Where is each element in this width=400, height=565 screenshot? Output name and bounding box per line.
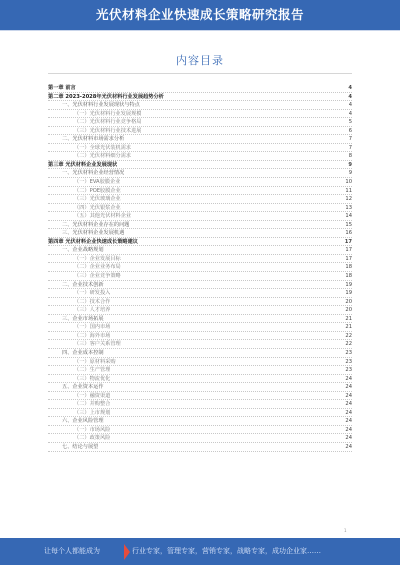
- toc-entry-page: 22: [345, 332, 352, 339]
- toc-entry[interactable]: [48, 315, 352, 324]
- toc-entry-text: 七、结论与展望: [62, 443, 99, 450]
- toc-entry-text: （三）光伏材料行业技术进展: [74, 127, 142, 134]
- toc-entry[interactable]: [48, 272, 352, 281]
- footer-slogan-right: 行业专家，管理专家，营销专家，战略专家，成功企业家……: [132, 547, 321, 555]
- toc-entry[interactable]: [48, 84, 352, 93]
- toc-entry-text: （一）研发投入: [74, 290, 111, 297]
- toc-entry[interactable]: [48, 246, 352, 255]
- toc-entry-page: 19: [345, 281, 352, 288]
- toc-entry-page: 14: [345, 213, 352, 220]
- toc-entry[interactable]: [48, 169, 352, 178]
- toc-entry-page: 20: [345, 307, 352, 314]
- toc-entry-text: 二、光伏材料市场需求分析: [62, 136, 125, 143]
- toc-entry-text: 三、光伏材料企业发展机遇: [62, 230, 125, 237]
- toc-entry[interactable]: [48, 366, 352, 375]
- toc-entry-text: 二、光伏材料企业存在的问题: [62, 221, 130, 228]
- toc-entry-page: 4: [348, 85, 352, 91]
- toc-entry-text: 三、企业市场拓展: [62, 315, 104, 322]
- toc-entry-text: 第一章 前言: [48, 85, 76, 91]
- toc-entry[interactable]: [48, 118, 352, 127]
- toc-entry[interactable]: [48, 229, 352, 238]
- toc-entry[interactable]: [48, 255, 352, 264]
- toc-entry-text: 一、光伏材料行业发展现状与特点: [62, 102, 140, 109]
- toc-entry-text: （一）原材料采购: [74, 358, 116, 365]
- toc-entry-page: 21: [345, 324, 352, 331]
- toc-entry-text: （二）POE胶膜企业: [74, 187, 121, 194]
- toc-entry[interactable]: [48, 375, 352, 384]
- toc-entry-page: 18: [345, 264, 352, 271]
- toc-entry-page: 23: [345, 358, 352, 365]
- toc-entry[interactable]: [48, 358, 352, 367]
- toc-entry-page: 6: [348, 127, 352, 134]
- toc-entry-text: （二）生产管理: [74, 367, 111, 374]
- toc-entry-page: 4: [348, 110, 352, 117]
- toc-entry-text: （三）上市规划: [74, 409, 111, 416]
- toc-entry-text: 二、企业技术创新: [62, 281, 104, 288]
- toc-entry[interactable]: [48, 409, 352, 418]
- toc-entry-text: 第四章 光伏材料企业快速成长策略建议: [48, 238, 138, 245]
- toc-entry-page: 7: [348, 136, 352, 143]
- toc-entry-page: 8: [348, 153, 352, 160]
- toc-entry-text: （一）国内市场: [74, 324, 111, 331]
- toc-entry[interactable]: [48, 187, 352, 196]
- toc-entry-text: （三）企业竞争策略: [74, 273, 121, 280]
- toc-entry[interactable]: [48, 144, 352, 153]
- toc-entry-page: 16: [345, 230, 352, 237]
- toc-entry-text: 六、企业风险管理: [62, 418, 104, 425]
- toc-entry-page: 17: [345, 255, 352, 262]
- toc-entry-text: 一、企业战略规划: [62, 247, 104, 254]
- toc-entry-text: （一）EVA胶膜企业: [74, 179, 121, 186]
- toc-entry-page: 13: [345, 204, 352, 211]
- toc-entry[interactable]: [48, 340, 352, 349]
- toc-entry-page: 12: [345, 196, 352, 203]
- footer-slogan-left: 让每个人都能成为: [44, 547, 100, 555]
- report-title: 光伏材料企业快速成长策略研究报告: [95, 7, 304, 22]
- toc-entry-page: 4: [348, 93, 352, 100]
- toc-entry-text: （一）市场风险: [74, 426, 111, 433]
- toc-entry-page: 9: [348, 170, 352, 177]
- toc-entry-page: 24: [345, 375, 352, 382]
- toc-entry-page: 15: [345, 221, 352, 228]
- toc-title-divider: [48, 73, 352, 74]
- toc-entry[interactable]: [48, 101, 352, 110]
- toc-entry-page: 24: [345, 392, 352, 399]
- toc-entry[interactable]: [48, 332, 352, 341]
- header-rule: [0, 30, 400, 31]
- toc-entry[interactable]: [48, 212, 352, 221]
- toc-entry[interactable]: [48, 383, 352, 392]
- toc-entry-page: 5: [348, 119, 352, 126]
- toc-entry-text: （一）融资渠道: [74, 392, 111, 399]
- toc-entry[interactable]: [48, 289, 352, 298]
- toc-entry-page: 9: [348, 161, 352, 168]
- toc-entry-text: （三）客户关系管理: [74, 341, 121, 348]
- toc-entry-text: （二）技术合作: [74, 298, 111, 305]
- toc-entry-page: 21: [345, 315, 352, 322]
- toc-entry-page: 18: [345, 273, 352, 280]
- footer-arrow-icon: [124, 544, 130, 560]
- toc-entry-page: 10: [345, 179, 352, 186]
- toc-entry-text: 五、企业资本运作: [62, 384, 104, 391]
- toc-entry-page: 24: [345, 409, 352, 416]
- toc-entry-text: （二）光伏材料行业竞争格局: [74, 119, 142, 126]
- toc-entry-text: 四、企业成本控制: [62, 349, 104, 356]
- toc-entry[interactable]: [48, 135, 352, 144]
- toc-entry-text: （二）政策风险: [74, 435, 111, 442]
- toc-entry[interactable]: [48, 152, 352, 161]
- toc-entry[interactable]: [48, 221, 352, 230]
- toc-title: 内容目录: [176, 54, 224, 67]
- toc-entry[interactable]: [48, 195, 352, 204]
- toc-entry[interactable]: [48, 306, 352, 315]
- toc-entry-text: （五）其他光伏材料企业: [74, 213, 132, 220]
- page-number: 1: [344, 528, 347, 533]
- toc-entry-page: 24: [345, 443, 352, 450]
- toc-entry-page: 17: [344, 238, 352, 245]
- toc-entry-page: 17: [345, 247, 352, 254]
- toc-entry[interactable]: [48, 127, 352, 136]
- toc-entry-text: （一）企业发展目标: [74, 255, 121, 262]
- toc-entry-text: （四）光伏银浆企业: [74, 204, 121, 211]
- toc-entry[interactable]: [48, 443, 352, 452]
- toc-entry-page: 4: [348, 102, 352, 109]
- toc-entry-text: （三）人才培养: [74, 307, 111, 314]
- toc-entry-text: 一、光伏材料企业经营情况: [62, 170, 125, 177]
- toc-entry-page: 19: [345, 290, 352, 297]
- toc-entry[interactable]: [48, 238, 352, 247]
- toc-entry-page: 23: [345, 349, 352, 356]
- toc-entry[interactable]: [48, 392, 352, 401]
- toc-entry-page: 11: [345, 187, 352, 194]
- toc-entry-page: 24: [345, 426, 352, 433]
- toc-entry[interactable]: [48, 281, 352, 290]
- toc-entry-text: （二）光伏材料细分需求: [74, 153, 132, 160]
- toc-list: [48, 84, 352, 452]
- toc-entry[interactable]: [48, 93, 352, 102]
- toc-entry[interactable]: [48, 323, 352, 332]
- toc-entry-text: （一）全球光伏装机需求: [74, 144, 132, 151]
- toc-entry[interactable]: [48, 263, 352, 272]
- toc-entry-text: （二）企业业务布局: [74, 264, 121, 271]
- toc-entry-page: 20: [345, 298, 352, 305]
- toc-entry-text: （二）海外市场: [74, 332, 111, 339]
- toc-entry-text: （三）物流优化: [74, 375, 111, 382]
- toc-entry[interactable]: [48, 178, 352, 187]
- toc-entry-text: 第二章 2023-2028年光伏材料行业发展趋势分析: [48, 93, 164, 100]
- toc-entry-page: 7: [348, 144, 352, 151]
- toc-entry[interactable]: [48, 110, 352, 119]
- toc-entry[interactable]: [48, 434, 352, 443]
- toc-entry-text: 第三章 光伏材料企业发展现状: [48, 161, 118, 168]
- toc-entry-text: （一）光伏材料行业发展规模: [74, 110, 142, 117]
- toc-entry-text: （三）光伏玻璃企业: [74, 196, 121, 203]
- toc-entry-text: （二）并购整合: [74, 401, 111, 408]
- toc-entry[interactable]: [48, 400, 352, 409]
- toc-entry[interactable]: [48, 426, 352, 435]
- toc-entry[interactable]: [48, 204, 352, 213]
- toc-entry[interactable]: [48, 161, 352, 170]
- toc-entry[interactable]: [48, 417, 352, 426]
- toc-entry-page: 24: [345, 435, 352, 442]
- toc-entry[interactable]: [48, 349, 352, 358]
- toc-entry-page: 24: [345, 418, 352, 425]
- toc-entry-page: 24: [345, 384, 352, 391]
- toc-entry-page: 22: [345, 341, 352, 348]
- toc-entry-page: 24: [345, 401, 352, 408]
- toc-entry[interactable]: [48, 298, 352, 307]
- toc-entry-page: 23: [345, 367, 352, 374]
